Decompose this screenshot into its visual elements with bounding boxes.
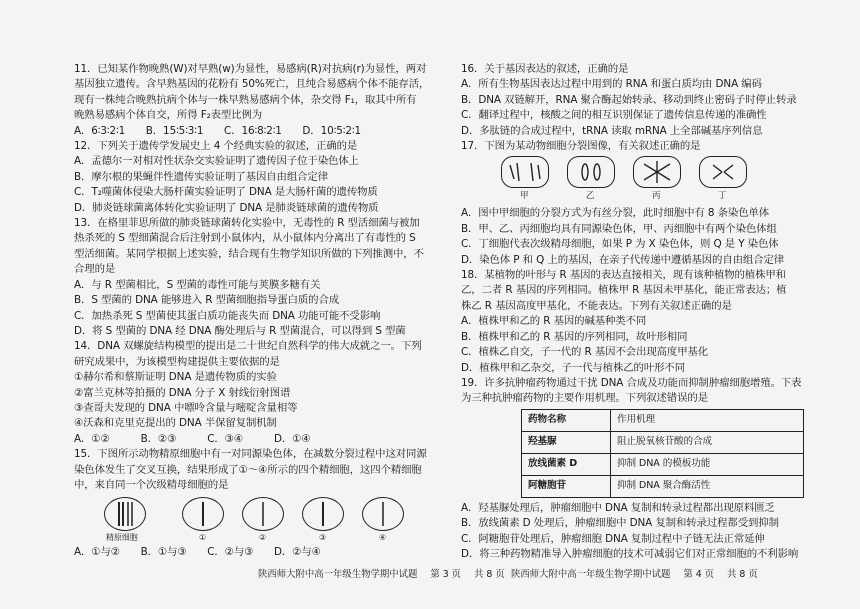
cell-yi <box>567 156 615 188</box>
text-line: A．与 R 型菌相比，S 型菌的毒性可能与荚膜多糖有关 <box>74 278 321 291</box>
text-line: 11．已知某作物晚熟(W)对早熟(w)为显性，易感病(R)对抗病(r)为显性，两对 <box>74 63 427 75</box>
drug-name-cell: 羟基脲 <box>522 431 611 453</box>
text-line: B．摩尔根的果蝇伴性遗传实验证明了基因自由组合定律 <box>74 170 329 183</box>
text-line: A．所有生物基因表达过程中用到的 RNA 和蛋白质均由 DNA 编码 <box>461 78 762 91</box>
mechanism-cell: 抑制 DNA 聚合酶活性 <box>611 475 804 497</box>
table-header-cell: 作用机理 <box>611 409 804 431</box>
text-line: C．加热杀死 S 型菌使其蛋白质功能丧失而 DNA 功能可能不受影响 <box>74 309 381 322</box>
answer-options: A．①与② B．①与③ C．②与③ D．②与④ <box>74 546 321 559</box>
cell-jia <box>501 156 549 188</box>
right-text-block-c <box>461 501 825 563</box>
text-line: D．染色体 P 和 Q 上的基因，在亲子代传递中遵循基因的自由组合定律 <box>461 253 785 266</box>
text-line: 15．下图所示动物精原细胞中有一对同源染色体，在减数分裂过程中这对同源 <box>74 448 427 461</box>
text-line: ①赫尔希和蔡斯证明 DNA 是遗传物质的实验 <box>74 371 277 384</box>
footer-title: 陕西师大附中高一年级生物学期中试题 <box>511 569 671 580</box>
text-line: 中，来自同一个次级精母细胞的是 <box>74 478 229 491</box>
text-line: 17．下图为某动物细胞分裂图像，有关叙述正确的是 <box>461 140 701 153</box>
sperm-cell-2 <box>242 497 284 531</box>
text-line: B．植株甲和乙的 R 基因的序列相同，故叶形相同 <box>461 330 688 343</box>
text-line: 14．DNA 双螺旋结构模型的提出是二十世纪自然科学的伟大成就之一。下列 <box>74 340 422 353</box>
right-footer <box>511 566 768 580</box>
text-line: B．放线菌素 D 处理后，肿瘤细胞中 DNA 复制和转录过程都受到抑制 <box>461 517 779 530</box>
cell-label: 乙 <box>586 191 595 202</box>
text-line: 乙，二者 R 基因的序列相同。植株甲 R 基因未甲基化，能正常表达；植 <box>461 284 787 297</box>
mechanism-cell: 阻止脱氧核苷酸的合成 <box>611 431 804 453</box>
text-line: C．阿糖胞苷处理后，肿瘤细胞 DNA 复制过程中子链无法正常延伸 <box>461 532 765 545</box>
cell-label: 丁 <box>718 191 727 202</box>
sperm-cell-1 <box>182 497 224 531</box>
text-line: 为三种抗肿瘤药物的主要作用机理。下列叙述错误的是 <box>461 392 708 405</box>
table-header-cell: 药物名称 <box>522 409 611 431</box>
text-line: C．翻译过程中，核酸之间的相互识别保证了遗传信息传递的准确性 <box>461 109 767 122</box>
left-column <box>74 62 450 561</box>
text-line: C．T₂噬菌体侵染大肠杆菌实验证明了 DNA 是大肠杆菌的遗传物质 <box>74 186 378 199</box>
answer-options: A．①② B．②③ C．③④ D．①④ <box>74 432 311 445</box>
cell-label: 丙 <box>652 191 661 202</box>
page-total: 共 8 页 <box>474 569 505 580</box>
page-number: 第 4 页 <box>683 569 715 580</box>
cell-bing <box>633 156 681 188</box>
mechanism-cell: 抑制 DNA 的模板功能 <box>611 453 804 475</box>
cell-label: ① <box>199 533 207 543</box>
text-line: A．图中甲细胞的分裂方式为有丝分裂，此时细胞中有 8 条染色单体 <box>461 207 770 220</box>
table-header-row <box>522 409 804 431</box>
right-column <box>461 62 825 562</box>
text-line: D．植株甲和乙杂交，子一代与植株乙的叶形不同 <box>461 361 686 374</box>
text-line: B．甲、乙、丙细胞均具有同源染色体，甲、丙细胞中有两个染色体组 <box>461 222 777 235</box>
sperm-cells-diagram <box>104 497 450 543</box>
drug-name-cell: 阿糖胞苷 <box>522 475 611 497</box>
text-line: 热杀死的 S 型细菌混合后注射到小鼠体内，从小鼠体内分离出了有毒性的 S <box>74 232 416 245</box>
text-line: ②富兰克林等拍摄的 DNA 分子 X 射线衍射图谱 <box>74 386 291 399</box>
text-line: D．多肽链的合成过程中，tRNA 读取 mRNA 上全部碱基序列信息 <box>461 124 763 137</box>
text-line: B．S 型菌的 DNA 能够进入 R 型菌细胞指导蛋白质的合成 <box>74 294 340 307</box>
text-line: C．植株乙自交，子一代的 R 基因不会出现高度甲基化 <box>461 346 709 359</box>
drug-mechanism-table <box>521 409 804 498</box>
text-line: 18．某植物的叶形与 R 基因的表达直接相关，现有该种植物的植株甲和 <box>461 269 786 282</box>
text-line: 12．下列关于遗传学发展史上 4 个经典实验的叙述，正确的是 <box>74 140 358 153</box>
table-row <box>522 475 804 497</box>
page-total: 共 8 页 <box>727 569 758 580</box>
text-line: 型活细菌。某同学根据上述实验，结合现有生物学知识所做的下列推测中，不 <box>74 247 424 260</box>
cell-division-figure <box>501 156 825 204</box>
cell-label: 甲 <box>520 191 529 202</box>
text-line: A．植株甲和乙的 R 基因的碱基种类不同 <box>461 315 647 328</box>
sperm-cell-3 <box>302 497 344 531</box>
text-line: 16．关于基因表达的叙述，正确的是 <box>461 63 629 75</box>
text-line: 晚熟易感病个体自交，所得 F₂表型比例为 <box>74 109 263 122</box>
text-line: D．将三种药物精准导入肿瘤细胞的技术可减弱它们对正常细胞的不利影响 <box>461 547 799 560</box>
text-line: 株乙 R 基因高度甲基化，不能表达。下列有关叙述正确的是 <box>461 299 732 312</box>
text-line: A．孟德尔一对相对性状杂交实验证明了遗传因子位于染色体上 <box>74 155 359 168</box>
right-text-block-a <box>461 62 825 154</box>
text-line: 现有一株纯合晚熟抗病个体与一株早熟易感病个体，杂交得 F₁，取其中所有 <box>74 93 417 106</box>
table-row <box>522 453 804 475</box>
spermatogonium-cell <box>104 497 146 531</box>
text-line: 基因独立遗传。含早熟基因的花粉有 50%死亡，且纯合易感病个体不能存活， <box>74 78 430 91</box>
cell-label: ③ <box>319 533 327 543</box>
cell-label: ② <box>259 533 267 543</box>
text-line: 合理的是 <box>74 263 116 276</box>
text-line: B．DNA 双链解开，RNA 聚合酶起始转录、移动到终止密码子时停止转录 <box>461 93 797 106</box>
left-footer <box>258 566 515 580</box>
page-number: 第 3 页 <box>430 569 462 580</box>
text-line: A．羟基脲处理后，肿瘤细胞中 DNA 复制和转录过程都出现原料匮乏 <box>461 501 775 514</box>
cell-ding <box>699 156 747 188</box>
drug-name-cell: 放线菌素 D <box>522 453 611 475</box>
text-line: C．丁细胞代表次级精母细胞，如果 P 为 X 染色体，则 Q 是 Y 染色体 <box>461 238 779 251</box>
right-text-block-b <box>461 206 825 406</box>
table-row <box>522 431 804 453</box>
footer-title: 陕西师大附中高一年级生物学期中试题 <box>258 569 418 580</box>
cell-label: ④ <box>379 533 387 543</box>
text-line: D．将 S 型菌的 DNA 经 DNA 酶处理后与 R 型菌混合，可以得到 S 型菌 <box>74 324 406 337</box>
text-line: 染色体发生了交叉互换，结果形成了①～④所示的四个精细胞，这四个精细胞 <box>74 463 422 476</box>
text-line: D．肺炎链球菌离体转化实验证明了 DNA 是肺炎链球菌的遗传物质 <box>74 201 379 214</box>
text-line: 研究成果中，为该模型构建提供主要依据的是 <box>74 355 280 368</box>
text-line: 19．许多抗肿瘤药物通过干扰 DNA 合成及功能而抑制肿瘤细胞增殖。下表 <box>461 376 802 389</box>
left-text-block-a <box>74 62 450 493</box>
text-line: ④沃森和克里克提出的 DNA 半保留复制机制 <box>74 417 277 430</box>
text-line: ③查哥夫发现的 DNA 中嘌呤含量与嘧啶含量相等 <box>74 401 298 414</box>
cell-label: 精原细胞 <box>106 533 138 543</box>
text-line: 13．在格里菲思所做的肺炎链球菌转化实验中，无毒性的 R 型活细菌与被加 <box>74 217 420 230</box>
sperm-cell-4 <box>362 497 404 531</box>
answer-options: A．6∶3∶2∶1 B．15∶5∶3∶1 C．16∶8∶2∶1 D．10∶5∶2∶1 <box>74 124 361 137</box>
